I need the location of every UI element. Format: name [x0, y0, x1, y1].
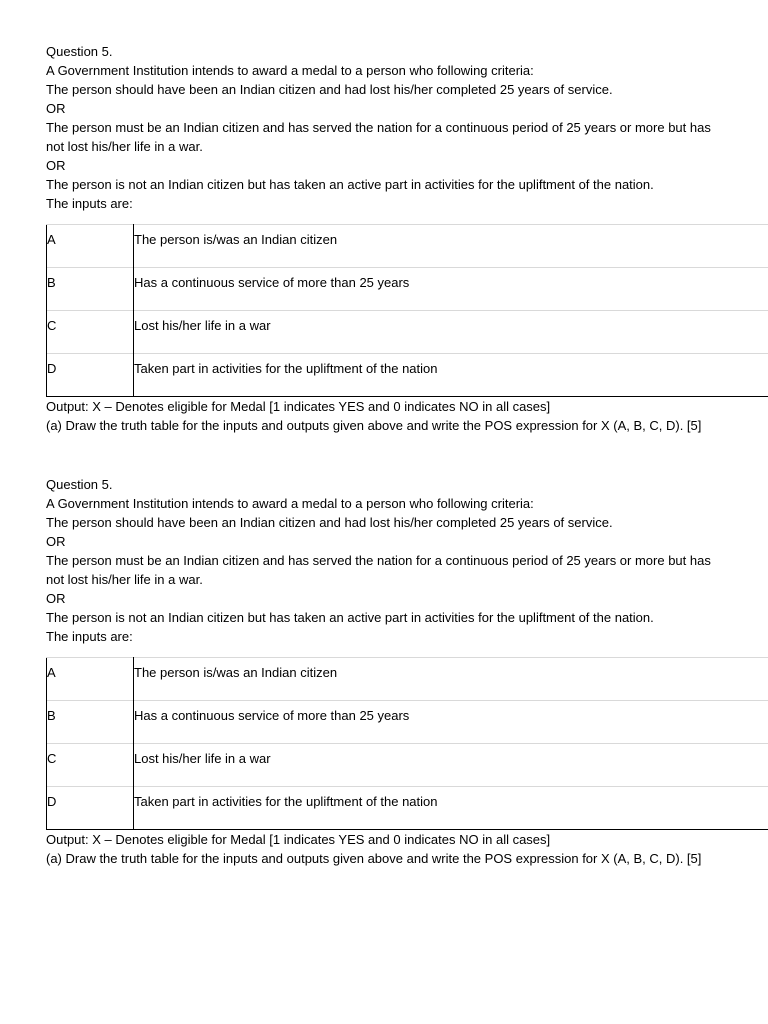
output-description: Output: X – Denotes eligible for Medal [1 indicates YES and 0 indicates NO in all cases]: [46, 832, 551, 847]
table-row: [47, 354, 768, 397]
criteria-3: The person is not an Indian citizen but has taken an active part in activities for the upliftment of the nation.: [46, 177, 654, 192]
input-key: A: [47, 658, 134, 701]
input-key: D: [47, 787, 134, 830]
output-description: Output: X – Denotes eligible for Medal [1 indicates YES and 0 indicates NO in all cases]: [46, 399, 551, 414]
input-key: D: [47, 354, 134, 397]
or-separator: OR: [46, 158, 66, 173]
input-description: The person is/was an Indian citizen: [134, 658, 768, 701]
question-block-2: [46, 475, 768, 868]
question-intro: A Government Institution intends to award a medal to a person who following criteria:: [46, 63, 534, 78]
table-row: [47, 787, 768, 830]
input-key: C: [47, 311, 134, 354]
question-heading: Question 5.: [46, 477, 113, 492]
criteria-1: The person should have been an Indian citizen and had lost his/her completed 25 years of service.: [46, 82, 613, 97]
table-row: [47, 701, 768, 744]
inputs-table: [46, 224, 768, 397]
or-separator: OR: [46, 591, 66, 606]
question-heading: Question 5.: [46, 44, 113, 59]
table-row: [47, 744, 768, 787]
input-description: The person is/was an Indian citizen: [134, 225, 768, 268]
input-key: C: [47, 744, 134, 787]
question-block-1: [46, 42, 768, 435]
input-key: B: [47, 268, 134, 311]
input-description: Has a continuous service of more than 25 years: [134, 268, 768, 311]
or-separator: OR: [46, 534, 66, 549]
input-description: Lost his/her life in a war: [134, 744, 768, 787]
input-description: Lost his/her life in a war: [134, 311, 768, 354]
criteria-1: The person should have been an Indian citizen and had lost his/her completed 25 years of service.: [46, 515, 613, 530]
input-description: Taken part in activities for the upliftment of the nation: [134, 787, 768, 830]
inputs-table: [46, 657, 768, 830]
table-row: [47, 225, 768, 268]
criteria-3: The person is not an Indian citizen but has taken an active part in activities for the upliftment of the nation.: [46, 610, 654, 625]
input-description: Taken part in activities for the upliftment of the nation: [134, 354, 768, 397]
criteria-2: The person must be an Indian citizen and has served the nation for a continuous period of 25 years or more but has not lost his/her life in a war.: [46, 553, 711, 587]
task-text: (a) Draw the truth table for the inputs and outputs given above and write the POS expression for X (A, B, C, D). [5]: [46, 851, 702, 866]
task-text: (a) Draw the truth table for the inputs and outputs given above and write the POS expression for X (A, B, C, D). [5]: [46, 418, 702, 433]
table-row: [47, 658, 768, 701]
inputs-label: The inputs are:: [46, 196, 133, 211]
table-row: [47, 268, 768, 311]
input-key: A: [47, 225, 134, 268]
table-row: [47, 311, 768, 354]
input-key: B: [47, 701, 134, 744]
criteria-2: The person must be an Indian citizen and has served the nation for a continuous period of 25 years or more but has not lost his/her life in a war.: [46, 120, 711, 154]
inputs-label: The inputs are:: [46, 629, 133, 644]
question-intro: A Government Institution intends to award a medal to a person who following criteria:: [46, 496, 534, 511]
input-description: Has a continuous service of more than 25 years: [134, 701, 768, 744]
or-separator: OR: [46, 101, 66, 116]
